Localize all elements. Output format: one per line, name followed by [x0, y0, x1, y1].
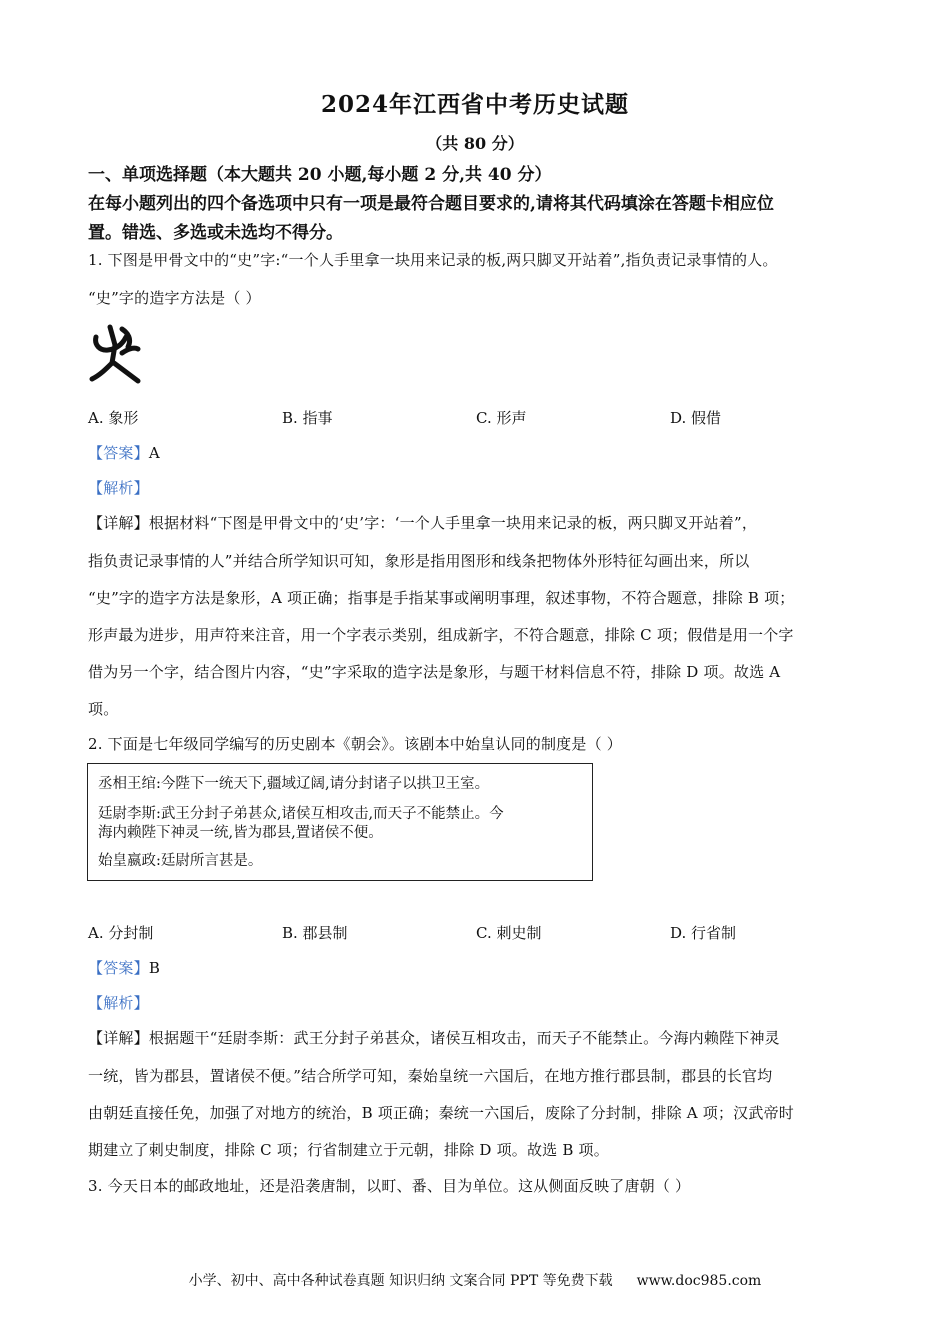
q1-detail-line-6: 项。: [88, 700, 119, 718]
q1-detail-line-5: 借为另一个字，结合图片内容，“史”字采取的造字法是象形，与题干材料信息不符，排除 D 项。故选 A: [88, 663, 781, 681]
q1-detail-tag: 【详解】: [88, 514, 149, 532]
instruction-line-1: 在每小题列出的四个备选项中只有一项是最符合题目要求的,请将其代码填涂在答题卡相应位: [88, 194, 774, 214]
footer-url-link[interactable]: www.doc985.com: [636, 1273, 762, 1289]
q2-stem: 2. 下面是七年级同学编写的历史剧本《朝会》。该剧本中始皇认同的制度是（ ）: [88, 735, 622, 753]
q2-script-line-3: 海内赖陛下神灵一统,皆为郡县,置诸侯不便。: [98, 825, 383, 841]
q2-script-line-1: 丞相王绾:今陛下一统天下,疆域辽阔,请分封诸子以拱卫王室。: [98, 776, 490, 792]
q2-script-box: [87, 763, 593, 881]
section-heading: 一、单项选择题（本大题共 20 小题,每小题 2 分,共 40 分）: [88, 165, 552, 185]
q1-detail-line-1: 【详解】根据材料“下图是甲骨文中的‘史’字：‘一个人手里拿一块用来记录的板，两只脚叉开站着”，: [88, 514, 758, 532]
q1-option-a[interactable]: A. 象形: [88, 409, 139, 427]
q2-option-b[interactable]: B. 郡县制: [282, 924, 348, 942]
q2-detail-line-2: 一统，皆为郡县，置诸侯不便。”结合所学可知，秦始皇统一六国后，在地方推行郡县制，郡县的长官均: [88, 1067, 773, 1085]
page-title: 2024年江西省中考历史试题: [320, 91, 629, 118]
q2-option-d[interactable]: D. 行省制: [670, 924, 737, 942]
q2-option-a[interactable]: A. 分封制: [88, 924, 154, 942]
q1-option-d[interactable]: D. 假借: [670, 409, 722, 427]
q1-answer-value: A: [148, 444, 160, 462]
q2-answer-tag: 【答案】: [88, 959, 149, 977]
q1-detail-line-2: 指负责记录事情的人”并结合所学知识可知，象形是指用图形和线条把物体外形特征勾画出来，所以: [88, 552, 750, 570]
q3-stem: 3. 今天日本的邮政地址，还是沿袭唐制，以町、番、目为单位。这从侧面反映了唐朝（ ）: [88, 1177, 691, 1195]
q2-script-line-4: 始皇嬴政:廷尉所言甚是。: [98, 853, 263, 869]
q2-script-line-2: 廷尉李斯:武王分封子弟甚众,诸侯互相攻击,而天子不能禁止。今: [98, 806, 504, 822]
q2-detail-line-1: 【详解】根据题干“廷尉李斯：武王分封子弟甚众，诸侯互相攻击，而天子不能禁止。今海内赖陛下神灵: [88, 1029, 780, 1047]
q1-analysis-tag: 【解析】: [88, 479, 149, 497]
q1-answer: [88, 442, 160, 463]
page-subtitle: （共 80 分）: [426, 134, 524, 153]
q2-detail-line-3: 由朝廷直接任免，加强了对地方的统治，B 项正确；秦统一六国后，废除了分封制，排除 A 项；汉武帝时: [88, 1104, 794, 1122]
q1-option-c[interactable]: C. 形声: [476, 409, 527, 427]
q1-answer-tag: 【答案】: [88, 444, 149, 462]
instruction-line-2: 置。错选、多选或未选均不得分。: [88, 223, 343, 243]
page-footer: [0, 1270, 950, 1290]
q1-detail-line-3: “史”字的造字方法是象形，A 项正确；指事是手指某事或阐明事理，叙述事物，不符合题意，排除 B 项；: [88, 589, 795, 607]
q2-analysis-tag: 【解析】: [88, 994, 149, 1012]
q1-option-b[interactable]: B. 指事: [282, 409, 333, 427]
q2-answer-value: B: [148, 959, 161, 977]
q1-detail-line-4: 形声最为进步，用声符来注音，用一个字表示类别，组成新字，不符合题意，排除 C 项；假借是用一个字: [88, 626, 794, 644]
oracle-bone-shi-glyph-image: [88, 323, 144, 385]
q2-option-c[interactable]: C. 刺史制: [476, 924, 542, 942]
q2-detail-line-4: 期建立了刺史制度，排除 C 项；行省制建立于元朝，排除 D 项。故选 B 项。: [88, 1141, 609, 1159]
q1-stem-line-2: “史”字的造字方法是（ ）: [88, 289, 261, 307]
q1-stem-line-1: 1. 下图是甲骨文中的“史”字:“一个人手里拿一块用来记录的板,两只脚叉开站着”,指负责记录事情的人。: [88, 251, 778, 269]
footer-text: 小学、初中、高中各种试卷真题 知识归纳 文案合同 PPT 等免费下载: [188, 1273, 613, 1289]
q2-answer: [88, 957, 160, 978]
q2-detail-tag: 【详解】: [88, 1029, 149, 1047]
